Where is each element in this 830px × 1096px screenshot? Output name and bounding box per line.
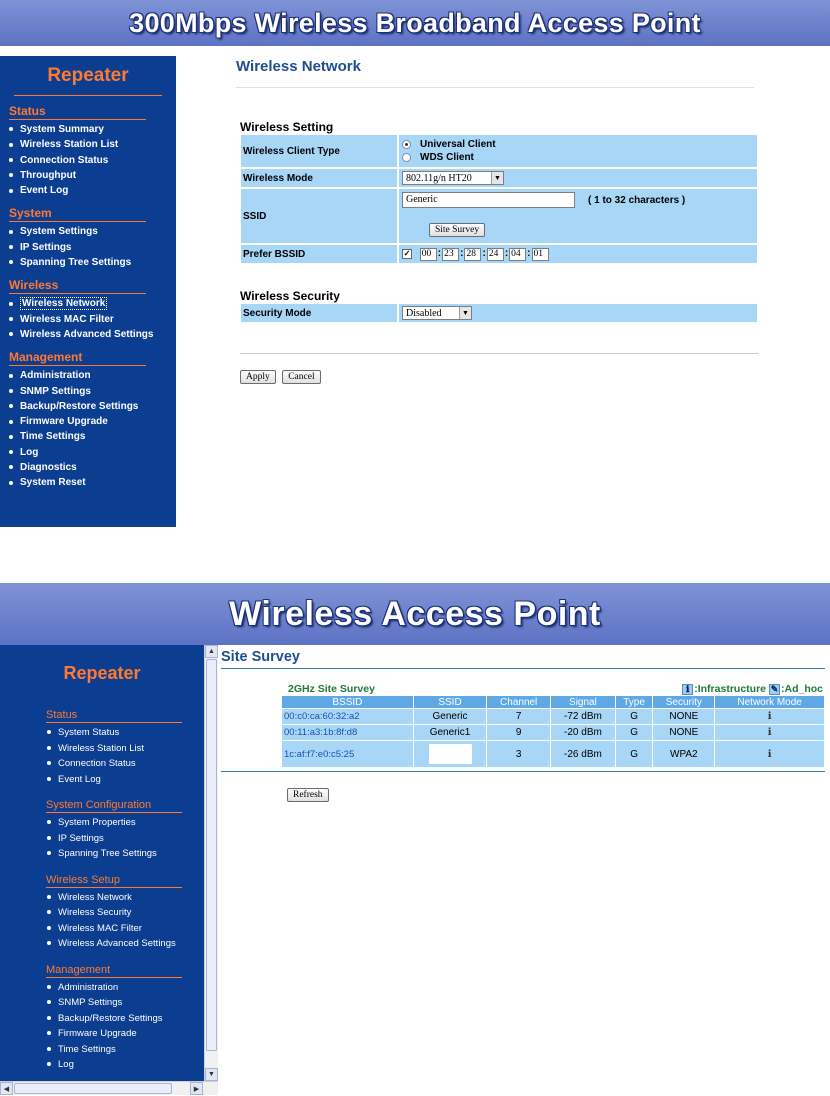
sidebar-item-label[interactable]: Wireless Network <box>22 298 106 310</box>
bullet-icon <box>9 245 13 249</box>
bullet-icon <box>47 910 51 914</box>
cell-ssid <box>414 741 487 767</box>
bullet-icon <box>9 189 13 193</box>
sidebar-item-label[interactable]: Wireless Advanced Settings <box>58 938 176 949</box>
form-actions <box>240 366 754 384</box>
sidebar-item-label[interactable]: Connection Status <box>58 758 136 769</box>
radio-label: Universal Client <box>420 139 496 150</box>
sidebar-item-label[interactable]: SNMP Settings <box>20 385 91 397</box>
sidebar-item-administration[interactable] <box>9 368 176 383</box>
cell-signal: -26 dBm <box>551 741 615 767</box>
sidebar-item-label[interactable]: Administration <box>58 981 119 993</box>
legend-adhoc: :Ad_hoc <box>781 683 823 695</box>
sidebar-item-label[interactable]: Time Settings <box>58 1043 116 1055</box>
sidebar-item-label[interactable]: Backup/Restore Settings <box>58 1012 163 1024</box>
sidebar-item-snmp-settings[interactable] <box>47 995 204 1011</box>
sidebar-item-label[interactable]: Wireless Advanced Settings <box>20 328 154 340</box>
bullet-icon <box>47 1031 51 1035</box>
chevron-down-icon[interactable]: ▼ <box>491 172 503 184</box>
column-header-type: Type <box>616 696 653 708</box>
sidebar-item-connection-status[interactable] <box>47 756 204 772</box>
sidebar-item-label[interactable]: System Summary <box>20 124 104 135</box>
cell-network-mode <box>715 741 824 767</box>
scroll-up-icon[interactable]: ▲ <box>205 645 218 658</box>
bullet-icon <box>47 777 51 781</box>
infrastructure-icon: ℹ <box>767 727 772 738</box>
wireless-mode-value: 802.11g/n HT20 <box>406 172 472 184</box>
bullet-icon <box>47 730 51 734</box>
sidebar-item-system-reset[interactable] <box>9 475 176 490</box>
bullet-icon <box>47 1062 51 1066</box>
sidebar-item-wireless-network[interactable] <box>9 296 176 311</box>
bullet-icon <box>47 1000 51 1004</box>
sidebar-section-system-configuration: System Configuration <box>46 799 182 813</box>
bullet-icon <box>9 173 13 177</box>
column-header-signal: Signal <box>551 696 615 708</box>
sidebar-item-label[interactable]: Wireless MAC Filter <box>20 313 114 325</box>
page-title: Wireless Network <box>236 58 754 88</box>
sidebar-item-label[interactable]: System Settings <box>20 226 98 238</box>
sidebar-item-wireless-security[interactable] <box>47 905 204 921</box>
cell-bssid[interactable]: 1c:af:f7:e0:c5:25 <box>282 741 413 767</box>
chevron-down-icon[interactable]: ▼ <box>459 307 471 319</box>
radio-wds-client[interactable] <box>402 151 757 164</box>
bullet-icon <box>9 435 13 439</box>
sidebar-item-time-settings[interactable] <box>9 429 176 444</box>
octet-separator: : <box>482 247 486 259</box>
bullet-icon <box>47 1016 51 1020</box>
table-row[interactable] <box>282 741 824 767</box>
sidebar-list <box>0 890 204 952</box>
bullet-icon <box>9 404 13 408</box>
prefer-bssid-checkbox[interactable]: ✓ <box>403 248 411 258</box>
main-content <box>236 58 754 384</box>
table-row[interactable] <box>282 709 824 724</box>
legend-infrastructure: :Infrastructure <box>694 683 766 695</box>
sidebar-title: Repeater <box>14 56 162 96</box>
bullet-icon <box>9 374 13 378</box>
sidebar-item-label[interactable]: Wireless MAC Filter <box>58 922 142 934</box>
sidebar-item-backup-restore-settings[interactable] <box>47 1011 204 1027</box>
bssid-octet-input[interactable]: 00 <box>420 248 437 261</box>
cell-security: NONE <box>653 709 714 724</box>
bullet-icon <box>47 985 51 989</box>
sidebar-item-label[interactable]: Spanning Tree Settings <box>20 257 132 269</box>
sidebar-list <box>0 980 204 1073</box>
infrastructure-icon: ℹ <box>767 748 772 760</box>
sidebar-item-wireless-advanced-settings[interactable] <box>47 936 204 952</box>
scroll-right-icon[interactable]: ▶ <box>190 1082 203 1095</box>
radio-label: WDS Client <box>420 152 474 163</box>
cell-bssid[interactable]: 00:11:a3:1b:8f:d8 <box>282 725 413 740</box>
infrastructure-icon: ℹ <box>682 684 693 695</box>
octet-separator: : <box>460 247 464 259</box>
ssid-hint: ( 1 to 32 characters ) <box>588 194 686 206</box>
octet-separator: : <box>437 247 442 259</box>
cell-channel: 9 <box>487 725 550 740</box>
bssid-octet-input[interactable]: 01 <box>532 248 549 261</box>
sidebar-item-log[interactable] <box>47 1057 204 1073</box>
cell-security: NONE <box>653 725 714 740</box>
bullet-icon <box>9 260 13 264</box>
column-header-ssid: SSID <box>414 696 487 708</box>
bullet-icon <box>47 836 51 840</box>
bullet-icon <box>47 851 51 855</box>
sidebar-nav <box>0 104 176 491</box>
sidebar-item-connection-status[interactable] <box>9 153 176 168</box>
sidebar-item-label[interactable]: Event Log <box>58 773 101 785</box>
sidebar-item-label[interactable]: System Properties <box>58 817 136 828</box>
sidebar-section-status: Status <box>46 709 182 723</box>
sidebar-section-system: System <box>9 206 146 222</box>
cell-ssid: Generic <box>414 709 487 724</box>
sidebar-item-wireless-station-list[interactable] <box>47 741 204 757</box>
divider <box>240 353 758 354</box>
bssid-octet-input[interactable]: 04 <box>509 248 526 261</box>
banner-title: 300Mbps Wireless Broadband Access Point <box>0 0 830 46</box>
bullet-icon <box>47 926 51 930</box>
sidebar <box>0 645 204 1095</box>
sidebar-item-spanning-tree-settings[interactable] <box>47 846 204 862</box>
sidebar-item-label[interactable]: Backup/Restore Settings <box>20 400 139 412</box>
vertical-scrollbar[interactable] <box>204 645 218 1081</box>
bullet-icon <box>47 761 51 765</box>
bullet-icon <box>9 143 13 147</box>
sidebar-nav <box>0 709 204 1073</box>
site-survey-screenshot <box>0 583 830 1096</box>
sidebar-item-log[interactable] <box>9 445 176 460</box>
sidebar-item-label[interactable]: System Reset <box>20 477 86 489</box>
hidden-ssid-box <box>429 744 472 764</box>
divider <box>221 771 825 772</box>
octet-separator: : <box>504 247 509 259</box>
column-header-channel: Channel <box>487 696 550 708</box>
sidebar-list <box>0 122 176 198</box>
banner-title: Wireless Access Point <box>0 583 830 645</box>
cell-channel: 3 <box>487 741 550 767</box>
survey-label: 2GHz Site Survey <box>288 683 375 695</box>
bullet-icon <box>9 481 13 485</box>
sidebar-item-label[interactable]: Wireless Station List <box>58 742 145 754</box>
octet-separator: : <box>527 247 531 259</box>
sidebar-item-firmware-upgrade[interactable] <box>9 414 176 429</box>
sidebar-item-wireless-advanced-settings[interactable] <box>9 327 176 342</box>
bssid-octet-input[interactable]: 28 <box>464 248 481 261</box>
sidebar-item-label[interactable]: IP Settings <box>58 832 104 844</box>
sidebar-item-system-settings[interactable] <box>9 224 176 239</box>
bullet-icon <box>47 746 51 750</box>
sidebar-item-snmp-settings[interactable] <box>9 384 176 399</box>
bullet-icon <box>9 389 13 393</box>
wireless-setting-title: Wireless Setting <box>240 120 334 134</box>
network-legend <box>682 683 823 695</box>
security-mode-value: Disabled <box>406 307 442 319</box>
bullet-icon <box>9 450 13 454</box>
cell-network-mode <box>715 709 824 724</box>
radio-universal-client[interactable] <box>402 138 757 151</box>
ssid-label: SSID <box>240 188 398 244</box>
wireless-setting-table <box>240 134 758 264</box>
sidebar-list <box>0 224 176 270</box>
sidebar-item-diagnostics[interactable] <box>9 460 176 475</box>
scroll-left-icon[interactable]: ◀ <box>0 1082 13 1095</box>
bssid-octet-input[interactable]: 24 <box>487 248 504 261</box>
form-actions <box>287 784 825 802</box>
sidebar-item-system-properties[interactable] <box>47 815 204 831</box>
cell-type: G <box>616 741 653 767</box>
column-header-network-mode: Network Mode <box>715 696 824 708</box>
ssid-input[interactable]: Generic <box>402 192 575 208</box>
wireless-mode-label: Wireless Mode <box>240 168 398 188</box>
sidebar-item-label[interactable]: Log <box>20 446 39 458</box>
sidebar-item-label[interactable]: Wireless Station List <box>20 139 119 151</box>
sidebar-item-throughput[interactable] <box>9 168 176 183</box>
sidebar-item-label[interactable]: Wireless Security <box>58 907 132 918</box>
sidebar-item-label[interactable]: Connection Status <box>20 154 109 166</box>
sidebar-item-system-summary[interactable] <box>9 122 176 137</box>
sidebar-item-administration[interactable] <box>47 980 204 996</box>
scrollbar-thumb[interactable] <box>14 1083 172 1094</box>
cell-security: WPA2 <box>653 741 714 767</box>
page-title: Site Survey <box>221 649 825 669</box>
sidebar-section-management: Management <box>46 964 182 978</box>
bullet-icon <box>47 941 51 945</box>
sidebar-list <box>0 296 176 342</box>
sidebar-item-spanning-tree-settings[interactable] <box>9 255 176 270</box>
adhoc-icon: ✎ <box>770 683 779 694</box>
sidebar-section-management: Management <box>9 350 146 366</box>
sidebar-section-status: Status <box>9 104 146 120</box>
sidebar-item-ip-settings[interactable] <box>47 831 204 847</box>
bullet-icon <box>9 127 13 131</box>
sidebar-item-backup-restore-settings[interactable] <box>9 399 176 414</box>
sidebar-item-wireless-mac-filter[interactable] <box>9 312 176 327</box>
table-row[interactable] <box>282 725 824 740</box>
sidebar-item-ip-settings[interactable] <box>9 240 176 255</box>
security-mode-select[interactable] <box>402 306 472 320</box>
bullet-icon <box>9 465 13 469</box>
site-survey-button[interactable]: Site Survey <box>429 223 485 237</box>
sidebar-item-label[interactable]: Event Log <box>20 185 69 197</box>
client-type-label: Wireless Client Type <box>240 134 398 168</box>
radio-button-selected[interactable] <box>402 140 411 149</box>
bullet-icon <box>47 820 51 824</box>
scroll-down-icon[interactable]: ▼ <box>205 1068 218 1081</box>
client-type-options <box>398 134 758 168</box>
sidebar-item-event-log[interactable] <box>9 183 176 198</box>
scrollbar-thumb[interactable] <box>206 659 217 1051</box>
sidebar-item-label[interactable]: SNMP Settings <box>58 997 123 1008</box>
column-header-security: Security <box>653 696 714 708</box>
cell-channel: 7 <box>487 709 550 724</box>
prefer-bssid-label: Prefer BSSID <box>240 244 398 264</box>
bullet-icon <box>9 230 13 234</box>
cell-signal: -72 dBm <box>551 709 615 724</box>
bullet-icon <box>9 302 13 306</box>
refresh-button[interactable]: Refresh <box>287 788 329 802</box>
apply-button[interactable]: Apply <box>240 370 276 384</box>
sidebar-item-label[interactable]: Throughput <box>20 169 77 181</box>
cell-type: G <box>616 725 653 740</box>
wireless-security-title: Wireless Security <box>240 289 340 303</box>
bullet-icon <box>47 895 51 899</box>
sidebar-item-label[interactable]: Firmware Upgrade <box>58 1028 137 1039</box>
sidebar-item-time-settings[interactable] <box>47 1042 204 1058</box>
main-content <box>221 649 825 802</box>
prefer-bssid-inputs <box>398 244 758 264</box>
sidebar-item-wireless-station-list[interactable] <box>9 137 176 152</box>
sidebar-item-label[interactable]: IP Settings <box>20 241 72 253</box>
sidebar-list <box>0 368 176 490</box>
infrastructure-icon: ℹ <box>767 711 772 722</box>
sidebar-item-event-log[interactable] <box>47 772 204 788</box>
survey-header <box>288 681 823 695</box>
sidebar-item-label[interactable]: Diagnostics <box>20 462 77 474</box>
sidebar-item-system-status[interactable] <box>47 725 204 741</box>
cancel-button[interactable]: Cancel <box>282 370 320 384</box>
horizontal-scrollbar[interactable] <box>0 1081 218 1095</box>
cell-type: G <box>616 709 653 724</box>
sidebar-list <box>0 725 204 787</box>
cell-ssid: Generic1 <box>414 725 487 740</box>
bssid-octet-input[interactable]: 23 <box>442 248 459 261</box>
sidebar-item-label[interactable]: Time Settings <box>20 431 86 443</box>
cell-bssid[interactable]: 00:c0:ca:60:32:a2 <box>282 709 413 724</box>
table-header-row <box>282 696 824 708</box>
wireless-mode-select[interactable] <box>402 171 504 185</box>
sidebar-item-firmware-upgrade[interactable] <box>47 1026 204 1042</box>
sidebar <box>0 56 176 527</box>
sidebar-item-label[interactable]: Spanning Tree Settings <box>58 848 157 859</box>
bullet-icon <box>9 420 13 424</box>
bullet-icon <box>9 317 13 321</box>
bullet-icon <box>9 332 13 336</box>
sidebar-item-label[interactable]: Wireless Network <box>58 891 132 903</box>
sidebar-item-label[interactable]: Log <box>58 1059 74 1070</box>
sidebar-item-label[interactable]: Firmware Upgrade <box>20 416 108 428</box>
sidebar-section-wireless-setup: Wireless Setup <box>46 874 182 888</box>
cell-network-mode <box>715 725 824 740</box>
table-body <box>282 709 824 767</box>
radio-button[interactable] <box>402 153 411 162</box>
site-survey-table <box>281 695 825 768</box>
sidebar-section-wireless: Wireless <box>9 278 146 294</box>
security-mode-label: Security Mode <box>240 303 398 323</box>
sidebar-item-label[interactable]: System Status <box>58 727 120 738</box>
sidebar-item-label[interactable]: Administration <box>20 370 91 382</box>
wireless-security-table <box>240 303 758 323</box>
cell-signal: -20 dBm <box>551 725 615 740</box>
bullet-icon <box>9 158 13 162</box>
bullet-icon <box>47 1047 51 1051</box>
sidebar-title: Repeater <box>63 663 141 683</box>
wireless-network-screenshot <box>0 0 830 527</box>
sidebar-list <box>0 815 204 862</box>
sidebar-item-wireless-network[interactable] <box>47 890 204 906</box>
sidebar-item-wireless-mac-filter[interactable] <box>47 921 204 937</box>
column-header-bssid: BSSID <box>282 696 413 708</box>
